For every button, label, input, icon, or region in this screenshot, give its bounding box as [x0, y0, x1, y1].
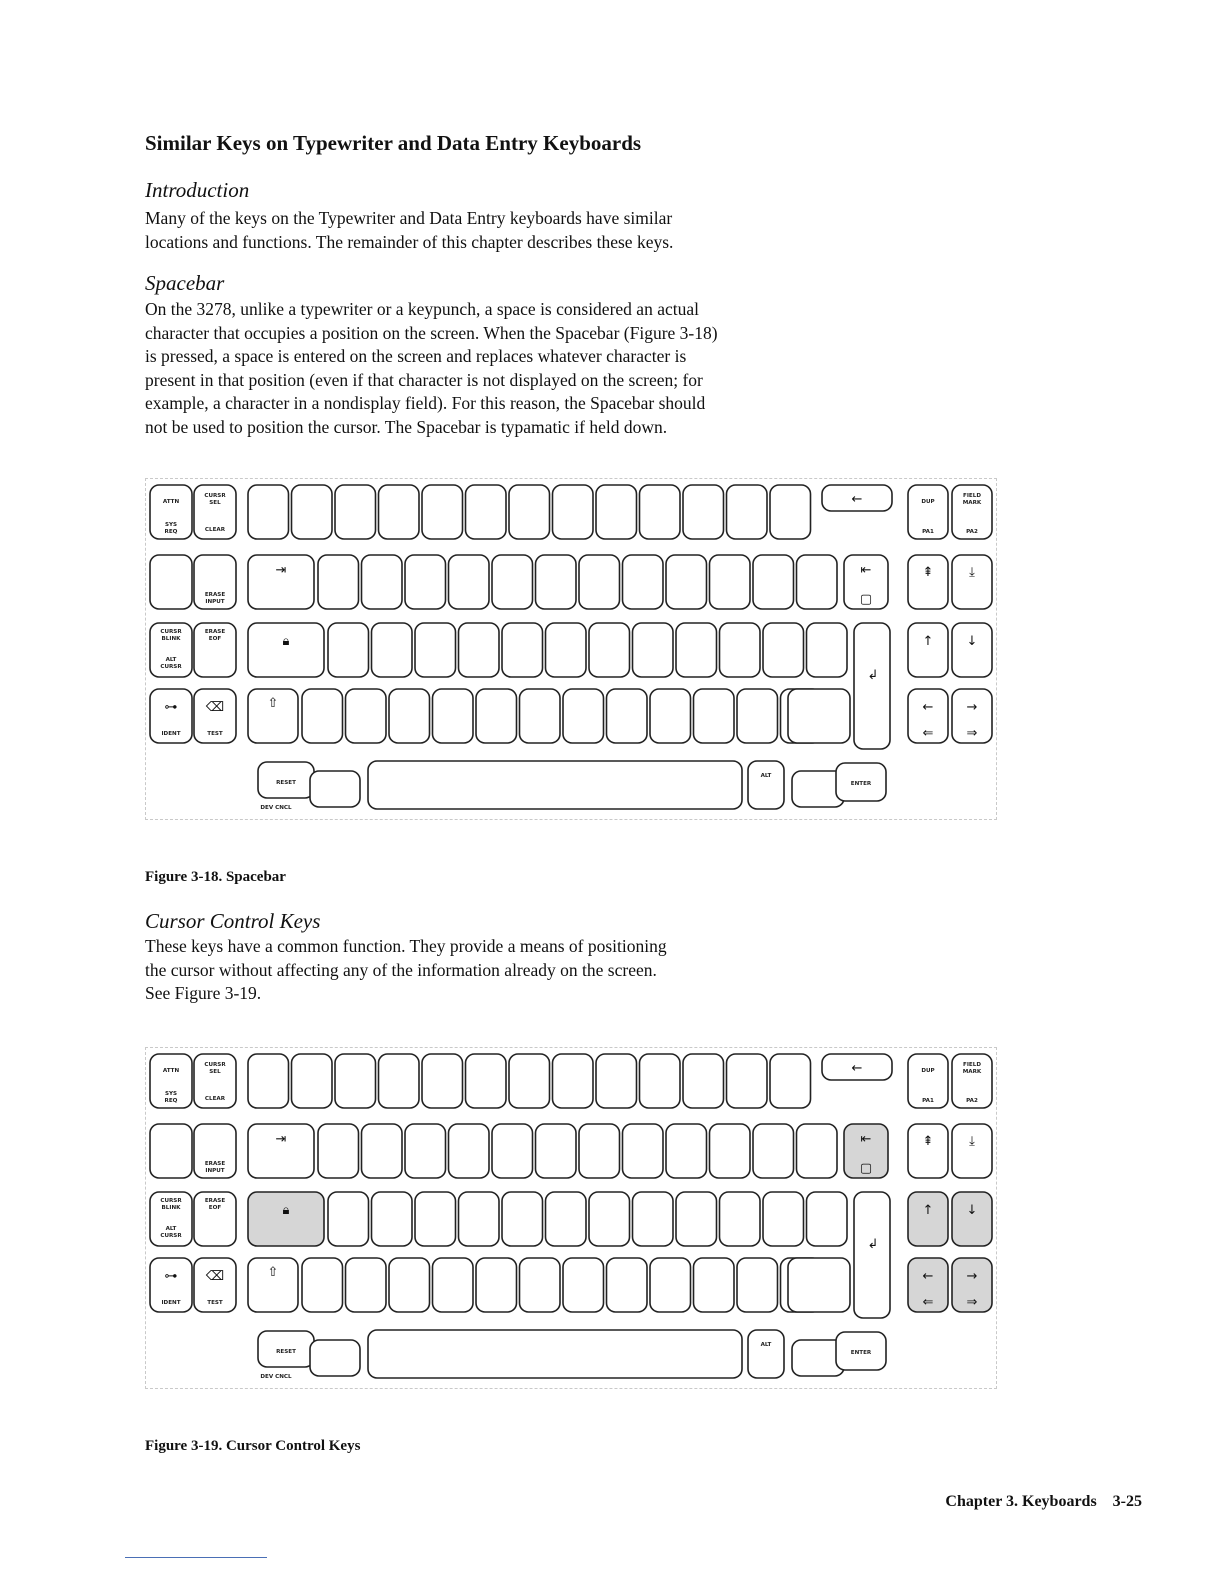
cursor-select-label: CURSR: [204, 1062, 226, 1068]
lock-key: [248, 623, 324, 677]
left-key: [150, 1124, 192, 1178]
pa1-key-label: PA1: [922, 529, 934, 535]
erase-input-label: INPUT: [205, 599, 225, 605]
typewriter-key: [710, 555, 751, 609]
right-key: [952, 623, 992, 677]
typewriter-key: [422, 1054, 463, 1108]
typewriter-key: [676, 623, 717, 677]
shift-key-right: [788, 689, 850, 743]
enter-bar-key: [854, 1192, 890, 1318]
dup-key-label: DUP: [921, 1068, 935, 1074]
ident-key-label: IDENT: [161, 731, 181, 737]
cursor-right-symbol: →: [966, 700, 978, 715]
cursor-left-fast-symbol: ⇐: [922, 1295, 934, 1310]
ident-key-label: IDENT: [161, 1300, 181, 1306]
typewriter-key: [415, 623, 456, 677]
typewriter-key: [797, 1124, 838, 1178]
typewriter-key: [415, 1192, 456, 1246]
cursor-left-symbol: ←: [922, 1269, 934, 1284]
dev-cancel-label: DEV CNCL: [260, 805, 292, 811]
typewriter-key: [553, 485, 594, 539]
right-key: [908, 1124, 948, 1178]
cursor-control-heading: Cursor Control Keys: [145, 909, 321, 933]
typewriter-key: [389, 1258, 430, 1312]
reset-key-label: RESET: [276, 780, 296, 786]
typewriter-key: [328, 1192, 369, 1246]
test-symbol: ⌫: [205, 700, 225, 715]
footer-chapter: Chapter 3. Keyboards: [945, 1493, 1097, 1510]
typewriter-key: [589, 1192, 630, 1246]
field-mark-label: FIELD: [963, 493, 981, 499]
typewriter-key: [579, 1124, 620, 1178]
pa2-key-label: PA2: [966, 529, 978, 535]
field-mark-label: MARK: [962, 500, 982, 506]
cursor-right-fast-symbol: ⇒: [966, 1295, 978, 1310]
cursor-right-fast-symbol: ⇒: [966, 726, 978, 741]
typewriter-key: [546, 1192, 587, 1246]
typewriter-key: [536, 1124, 577, 1178]
typewriter-key: [563, 1258, 604, 1312]
keyboard-figure-3-18: [145, 478, 997, 820]
typewriter-key: [770, 485, 811, 539]
typewriter-key: [466, 1054, 507, 1108]
typewriter-key: [683, 485, 724, 539]
keyboard-diagram-spacebar: [146, 479, 996, 819]
typewriter-key: [492, 1124, 533, 1178]
test-key-label: TEST: [207, 731, 223, 737]
typewriter-key: [449, 555, 490, 609]
cursor-blink-label: CURSR: [160, 629, 182, 635]
typewriter-key: [727, 485, 768, 539]
figure-3-18-caption: Figure 3-18. Spacebar: [145, 869, 286, 885]
tab-symbol: ⇥: [275, 563, 287, 578]
keyboard-figure-3-19: [145, 1047, 997, 1389]
cursor-left-fast-symbol: ⇐: [922, 726, 934, 741]
typewriter-key: [520, 1258, 561, 1312]
typewriter-key: [563, 689, 604, 743]
typewriter-key: [579, 555, 620, 609]
typewriter-key: [633, 1192, 674, 1246]
tab-symbol: ⇥: [275, 1132, 287, 1147]
clear-key-label: CLEAR: [204, 527, 226, 533]
cursor-up-fast-symbol: ⇞: [922, 565, 934, 580]
typewriter-key: [509, 1054, 550, 1108]
sys-req-label: REQ: [164, 529, 178, 535]
typewriter-key: [405, 555, 446, 609]
typewriter-key: [362, 1124, 403, 1178]
cursor-select-label: SEL: [209, 500, 221, 506]
spacebar-key: [368, 1330, 742, 1378]
alt-key-label: ALT: [760, 1342, 772, 1348]
enter-bar-key: [854, 623, 890, 749]
typewriter-key: [770, 1054, 811, 1108]
typewriter-key: [596, 1054, 637, 1108]
typewriter-key: [727, 1054, 768, 1108]
right-key: [952, 1124, 992, 1178]
erase-eof-label: ERASE: [204, 1198, 226, 1204]
right-key: [908, 1192, 948, 1246]
typewriter-key: [389, 689, 430, 743]
typewriter-key: [763, 623, 804, 677]
cursor-up-fast-symbol: ⇞: [922, 1134, 934, 1149]
pa1-key-label: PA1: [922, 1098, 934, 1104]
typewriter-key: [372, 1192, 413, 1246]
intro-heading: Introduction: [145, 178, 250, 202]
typewriter-key: [640, 485, 681, 539]
typewriter-key: [328, 623, 369, 677]
cursor-blink-label: CURSR: [160, 1198, 182, 1204]
typewriter-key: [536, 555, 577, 609]
typewriter-key: [520, 689, 561, 743]
typewriter-key: [607, 1258, 648, 1312]
test-key-label: TEST: [207, 1300, 223, 1306]
typewriter-key: [302, 689, 343, 743]
typewriter-key: [737, 689, 778, 743]
sys-req-label: SYS: [164, 1091, 178, 1097]
typewriter-key: [607, 689, 648, 743]
attn-key-label: ATTN: [162, 499, 180, 505]
left-key: [150, 555, 192, 609]
typewriter-key: [318, 1124, 359, 1178]
typewriter-key: [335, 485, 376, 539]
alt-key-label: ALT: [760, 773, 772, 779]
lock-symbol: 🔒︎: [282, 634, 290, 649]
cursor-down-symbol: ↓: [966, 634, 978, 649]
typewriter-key: [459, 1192, 500, 1246]
typewriter-key: [379, 1054, 420, 1108]
typewriter-key: [676, 1192, 717, 1246]
typewriter-key: [753, 1124, 794, 1178]
typewriter-key: [422, 485, 463, 539]
cursor-down-symbol: ↓: [966, 1203, 978, 1218]
pa2-key-label: PA2: [966, 1098, 978, 1104]
erase-input-label: INPUT: [205, 1168, 225, 1174]
enter-bar-symbol: ↲: [867, 1237, 879, 1252]
typewriter-key: [797, 555, 838, 609]
typewriter-key: [372, 623, 413, 677]
typewriter-key: [720, 1192, 761, 1246]
test-symbol: ⌫: [205, 1269, 225, 1284]
typewriter-key: [596, 485, 637, 539]
typewriter-key: [302, 1258, 343, 1312]
sys-req-label: REQ: [164, 1098, 178, 1104]
alt-cursor-label: ALT: [165, 1226, 177, 1232]
ident-symbol: ⊶: [164, 700, 178, 715]
backspace-symbol: ←: [851, 1061, 863, 1076]
right-key: [952, 555, 992, 609]
typewriter-key: [694, 1258, 735, 1312]
shift-key-right: [788, 1258, 850, 1312]
typewriter-key: [292, 1054, 333, 1108]
typewriter-key: [335, 1054, 376, 1108]
cursor-blink-label: BLINK: [161, 1205, 181, 1211]
cursor-right-symbol: →: [966, 1269, 978, 1284]
spacebar-text: On the 3278, unlike a typewriter or a keypunch, a space is considered an actual character that occupies a position on the screen. When the Spacebar (Figure 3-18) is pressed, a space is entered on the screen and replaces whatever character is present in that position (even if that character is not displayed on the screen; for example, a character in a nondisplay field). For this reason, the Spacebar should not be used to position the cursor. The Spacebar is typamatic if held down.: [145, 299, 718, 437]
alt-key: [748, 1330, 784, 1378]
lock-key: [248, 1192, 324, 1246]
alt-cursor-label: CURSR: [160, 1233, 182, 1239]
sys-req-label: SYS: [164, 522, 178, 528]
typewriter-key: [633, 623, 674, 677]
backspace-symbol: ←: [851, 492, 863, 507]
cursor-blink-label: BLINK: [161, 636, 181, 642]
cursor-down-fast-symbol: ⤓: [969, 1134, 975, 1149]
page-footer: [945, 1493, 1142, 1511]
dup-key-label: DUP: [921, 499, 935, 505]
field-mark-label: FIELD: [963, 1062, 981, 1068]
typewriter-key: [623, 555, 664, 609]
enter-key-label: ENTER: [850, 1350, 872, 1356]
typewriter-key: [346, 689, 387, 743]
typewriter-key: [509, 485, 550, 539]
backtab-symbol: ⇤: [860, 1132, 872, 1147]
bottom-rule: [125, 1557, 267, 1558]
dev-cancel-key: [310, 1340, 360, 1376]
figure-3-19-caption: Figure 3-19. Cursor Control Keys: [145, 1438, 361, 1454]
cursor-up-symbol: ↑: [922, 1203, 934, 1218]
typewriter-key: [318, 555, 359, 609]
typewriter-key: [492, 555, 533, 609]
typewriter-key: [650, 1258, 691, 1312]
dev-cancel-key: [310, 771, 360, 807]
backtab-symbol: ⇤: [860, 563, 872, 578]
typewriter-key: [379, 485, 420, 539]
cursor-up-symbol: ↑: [922, 634, 934, 649]
alt-key: [748, 761, 784, 809]
typewriter-key: [459, 623, 500, 677]
right-key: [908, 623, 948, 677]
typewriter-key: [694, 689, 735, 743]
typewriter-key: [405, 1124, 446, 1178]
typewriter-key: [466, 485, 507, 539]
typewriter-key: [248, 1054, 289, 1108]
typewriter-key: [449, 1124, 490, 1178]
typewriter-key: [433, 689, 474, 743]
page-title: Similar Keys on Typewriter and Data Entry Keyboards: [145, 131, 642, 155]
cursor-select-label: SEL: [209, 1069, 221, 1075]
erase-eof-label: ERASE: [204, 629, 226, 635]
shift-symbol: ⇧: [267, 696, 279, 711]
cursor-control-text: These keys have a common function. They provide a means of positioning the cursor without affecting any of the information already on the screen. See Figure 3-19.: [145, 936, 667, 1003]
clear-key-label: CLEAR: [204, 1096, 226, 1102]
typewriter-key: [502, 623, 543, 677]
typewriter-key: [553, 1054, 594, 1108]
typewriter-key: [807, 1192, 848, 1246]
typewriter-key: [666, 1124, 707, 1178]
enter-bar-symbol: ↲: [867, 668, 879, 683]
page-number: 3-25: [1112, 1493, 1142, 1510]
erase-eof-label: EOF: [208, 636, 222, 642]
right-key: [952, 1192, 992, 1246]
intro-text: Many of the keys on the Typewriter and Data Entry keyboards have similar locations and functions. The remainder of this chapter describes these keys.: [145, 208, 674, 252]
typewriter-key: [640, 1054, 681, 1108]
typewriter-key: [433, 1258, 474, 1312]
dev-cancel-label: DEV CNCL: [260, 1374, 292, 1380]
typewriter-key: [720, 623, 761, 677]
newline-symbol: ▢: [859, 1161, 873, 1176]
erase-input-label: ERASE: [204, 1161, 226, 1167]
erase-eof-label: EOF: [208, 1205, 222, 1211]
typewriter-key: [650, 689, 691, 743]
typewriter-key: [362, 555, 403, 609]
newline-symbol: ▢: [859, 592, 873, 607]
reset-key-label: RESET: [276, 1349, 296, 1355]
typewriter-key: [683, 1054, 724, 1108]
erase-input-label: ERASE: [204, 592, 226, 598]
cursor-select-label: CURSR: [204, 493, 226, 499]
right-key: [908, 555, 948, 609]
cursor-down-fast-symbol: ⤓: [969, 565, 975, 580]
typewriter-key: [710, 1124, 751, 1178]
cursor-left-symbol: ←: [922, 700, 934, 715]
alt-cursor-label: CURSR: [160, 664, 182, 670]
shift-symbol: ⇧: [267, 1265, 279, 1280]
ident-symbol: ⊶: [164, 1269, 178, 1284]
typewriter-key: [476, 689, 517, 743]
spacebar-heading: Spacebar: [145, 271, 225, 295]
typewriter-key: [248, 485, 289, 539]
alt-cursor-label: ALT: [165, 657, 177, 663]
field-mark-label: MARK: [962, 1069, 982, 1075]
lock-symbol: 🔒︎: [282, 1203, 290, 1218]
keyboard-diagram-cursor-control: [146, 1048, 996, 1388]
typewriter-key: [807, 623, 848, 677]
attn-key-label: ATTN: [162, 1068, 180, 1074]
typewriter-key: [546, 623, 587, 677]
typewriter-key: [346, 1258, 387, 1312]
typewriter-key: [292, 485, 333, 539]
typewriter-key: [753, 555, 794, 609]
typewriter-key: [589, 623, 630, 677]
spacebar-key: [368, 761, 742, 809]
enter-key-label: ENTER: [850, 781, 872, 787]
typewriter-key: [476, 1258, 517, 1312]
typewriter-key: [666, 555, 707, 609]
typewriter-key: [502, 1192, 543, 1246]
typewriter-key: [763, 1192, 804, 1246]
typewriter-key: [737, 1258, 778, 1312]
typewriter-key: [623, 1124, 664, 1178]
